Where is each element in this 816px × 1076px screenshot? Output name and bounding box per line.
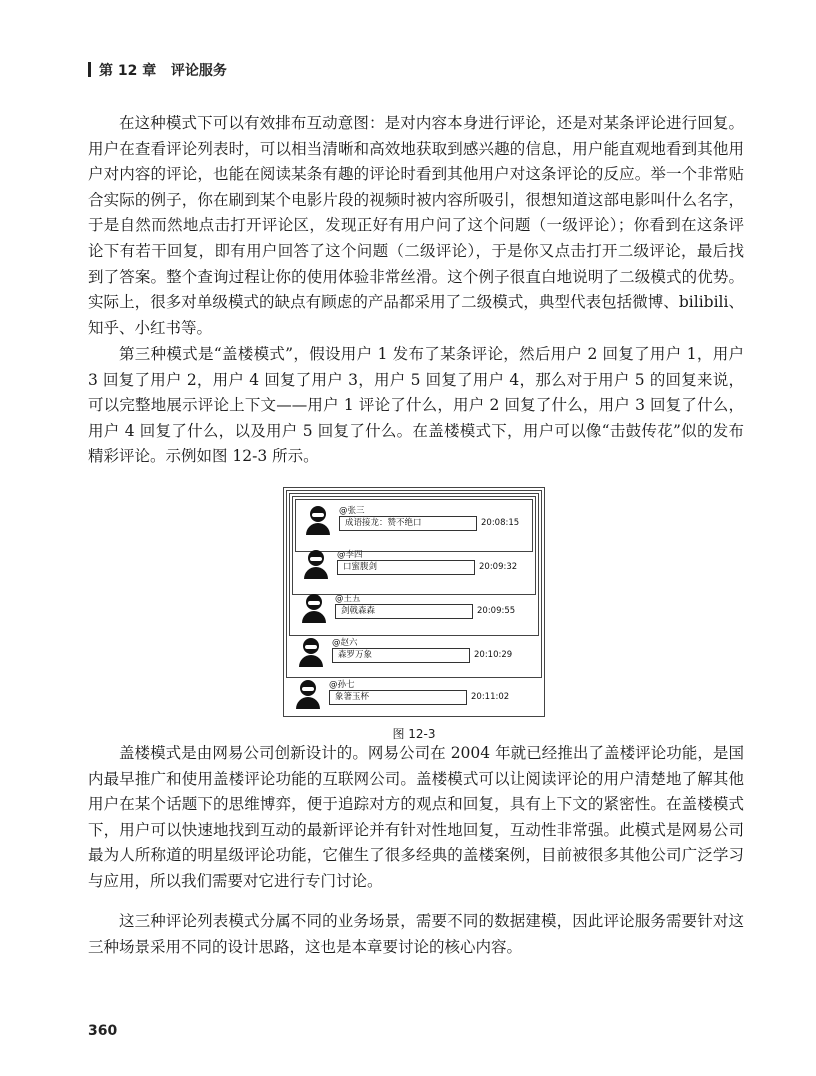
avatar: [303, 550, 329, 580]
comment-user: @张三: [339, 506, 365, 516]
comment-time: 20:09:32: [479, 562, 518, 572]
comment-time: 20:08:15: [481, 518, 520, 528]
comment-text: 剑戟森森: [335, 604, 473, 619]
chapter-number: 第 12 章: [99, 63, 157, 79]
comment-time: 20:09:55: [477, 606, 516, 616]
comment-user: @李四: [337, 550, 363, 560]
avatar: [295, 680, 321, 710]
figure-12-3: [283, 487, 545, 741]
comment-2: [301, 547, 529, 587]
comment-user: @赵六: [332, 638, 358, 648]
comment-5: [293, 677, 533, 717]
avatar: [298, 638, 324, 668]
comment-text: 成语接龙：赞不绝口: [339, 516, 477, 531]
comment-time: 20:10:29: [474, 650, 513, 660]
comment-text: 森罗万象: [332, 648, 470, 663]
comment-text: 口蜜腹剑: [337, 560, 475, 575]
comment-user: @孙七: [329, 680, 355, 690]
avatar: [301, 594, 327, 624]
paragraph-3: 盖楼模式是由网易公司创新设计的。网易公司在 2004 年就已经推出了盖楼评论功能，是国内最早推广和使用盖楼评论功能的互联网公司。盖楼模式可以让阅读评论的用户清楚地了解其他用户在某个话题下的思维博弈，便于追踪对方的观点和回复，具有上下文的紧密性。在盖楼模式下，用户可以快速地找到互动的最新评论并有针对性地回复，互动性非常强。此模式是网易公司最为人所称道的明星级评论功能，它催生了很多经典的盖楼案例，目前被很多其他公司广泛学习与应用，所以我们需要对它进行专门讨论。: [88, 744, 744, 890]
comment-3: [299, 591, 531, 631]
comment-user: @王五: [335, 594, 361, 604]
figure-caption: 图 12-3: [392, 727, 436, 741]
page-number: 360: [88, 1023, 118, 1039]
chapter-title: 评论服务: [170, 63, 227, 79]
comment-4: [296, 635, 532, 675]
comment-1: [303, 503, 527, 543]
paragraph-4: 这三种评论列表模式分属不同的业务场景，需要不同的数据建模，因此评论服务需要针对这三种场景采用不同的设计思路，这也是本章要讨论的核心内容。: [88, 912, 744, 956]
comment-text: 象箸玉杯: [329, 690, 467, 705]
header-bar: [88, 62, 91, 77]
avatar: [305, 506, 331, 536]
comment-time: 20:11:02: [471, 692, 510, 702]
paragraph-2: 第三种模式是“盖楼模式”，假设用户 1 发布了某条评论，然后用户 2 回复了用户 1，用户 3 回复了用户 2，用户 4 回复了用户 3，用户 5 回复了用户 4，那么对于用户 5 的回复来说，可以完整地展示评论上下文——用户 1 评论了什么，用户 2 回复了什么，用户 3 回复了什么，用户 4 回复了什么，以及用户 5 回复了什么。在盖楼模式下，用户可以像“击鼓传花”似的发布精彩评论。示例如图 12-3 所示。: [88, 345, 744, 466]
paragraph-1: 在这种模式下可以有效排布互动意图：是对内容本身进行评论，还是对某条评论进行回复。用户在查看评论列表时，可以相当清晰和高效地获取到感兴趣的信息，用户能直观地看到其他用户对内容的评论，也能在阅读某条有趣的评论时看到其他用户对这条评论的反应。举一个非常贴合实际的例子，你在刷到某个电影片段的视频时被内容所吸引，很想知道这部电影叫什么名字，于是自然而然地点击打开评论区，发现正好有用户问了这个问题（一级评论）；你看到在这条评论下有若干回复，即有用户回答了这个问题（二级评论），于是你又点击打开二级评论，最后找到了答案。整个查询过程让你的使用体验非常丝滑。这个例子很直白地说明了二级模式的优势。实际上，很多对单级模式的缺点有顾虑的产品都采用了二级模式，典型代表包括微博、bilibili、知乎、小红书等。: [88, 114, 744, 337]
chapter-header: [88, 60, 227, 80]
